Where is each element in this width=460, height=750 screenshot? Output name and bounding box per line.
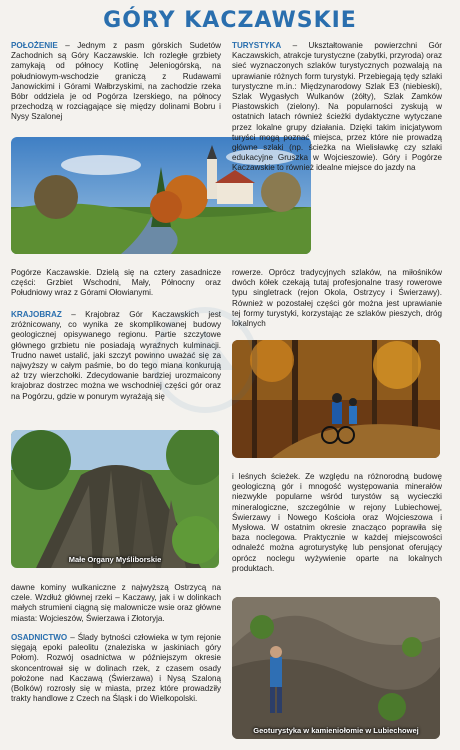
section-krajobraz-cont [11, 583, 221, 624]
turystyka-paragraph [232, 41, 442, 174]
section-polozenie [11, 41, 221, 123]
photo-quarry [232, 597, 440, 739]
watermark-logo [145, 300, 265, 420]
krajobraz-paragraph-2: dawne kominy wulkaniczne z najwyższą Ostrzycą na czele. Wzdłuż głównej rzeki – Kaczawy, jak i w dolinkach małych strumieni ciągną się malownicze wsie oraz główne miasta: Wojcieszów, Świerzawa i Złotoryja. [11, 583, 221, 623]
turystyka-heading: TURYSTYKA [232, 41, 282, 50]
photo-organy [11, 430, 219, 568]
osadnictwo-paragraph [11, 633, 221, 704]
krajobraz-heading: KRAJOBRAZ [11, 310, 62, 319]
polozenie-paragraph-2: Pogórze Kaczawskie. Dzielą się na cztery zasadnicze części: Grzbiet Wschodni, Mały, Północny oraz Południowy wraz z Górami Ołowianymi. [11, 268, 221, 298]
section-turystyka-cont2 [232, 472, 442, 574]
organy-illustration [11, 430, 219, 568]
section-osadnictwo [11, 633, 221, 704]
turystyka-text: – Ukształtowanie powierzchni Gór Kaczawskich, atrakcje turystyczne (zabytki, przyroda) oraz sieć wyznaczonych szlaków turystycznych pozwalają na uprawianie różnych form turystyki. Przebiegają tędy szlaki turystyczne m.in.: Międzynarodowy Szlak E3 (niebieski), Szlak Wygasłych Wulkanów (żółty), Szlak Zamków Piastowskich (zielony). Na popularności zyskują w ostatnich latach również ścieżki dydaktyczne wytyczane przez lokalne grupy działania. Dzięki takim inicjatywom turyści mogą poznać miejsca, przez które nie prowadzą główne szlaki (np. ścieżka na Wielisławkę czy szlaki edukacyjne Gruszka w Wojcieszowie). Góry i Pogórze Kaczawskie to również idealne miejsce do jazdy na [232, 41, 442, 173]
quarry-illustration [232, 597, 440, 739]
polozenie-heading: POŁOŻENIE [11, 41, 58, 50]
turystyka-paragraph-3: i leśnych ścieżek. Ze względu na różnorodną budowę geologiczną gór i mnogość występowania minerałów niezwykle popularne wśród turystów są wycieczki mineralogiczne, szczególnie w rejony Lubiechowej, Świerzawy i Nowego Kościoła oraz Wojcieszowa i Mysłowa. W ostatnim okresie znacząco poprawiła się baza noclegowa. Praktycznie w każdej miejscowości odnaleźć można agroturystykę lub pensjonat oferujący oprócz noclegu wyżywienie oparte na lokalnych produktach. [232, 472, 442, 573]
krajobraz-text: – Krajobraz Gór Kaczawskich jest zróżnicowany, co wynika ze skomplikowanej budowy geologicznej opisywanego regionu. Partie szczytowe głównego grzbietu nie posiadają wyraźnych kulminacji. Trudno nawet ustalić, jaki szczyt powinno uważać się za najwyższy w całym paśmie, bo do tego miana konkurują aż trzy wierzchołki. Zdecydowanie bardziej urozmaicony krajobraz dostrzec można we wschodniej części gór oraz na Pogórzu, gdzie w ponurym wyrażają się [11, 310, 221, 401]
page-title: GÓRY KACZAWSKIE [103, 8, 357, 33]
organy-caption: Małe Organy Myśliborskie [68, 555, 162, 564]
section-polozenie-cont [11, 268, 221, 299]
section-turystyka [232, 41, 442, 174]
osadnictwo-heading: OSADNICTWO [11, 633, 68, 642]
polozenie-text: – Jednym z pasm górskich Sudetów Zachodnich są Góry Kaczawskie. Ich rozległe grzbiety zamykają od północy Kotlinę Jeleniogórską, na południowym-wschodzie graniczą z Rudawami Janowickimi i Górami Wałbrzyskimi, na zachodzie rzeka Bóbr oddziela je od Pogórza Izerskiego, na północy przechodzą w rozciągające się między dolinami Bobru i Nysy Szalonej [11, 41, 221, 122]
polozenie-paragraph [11, 41, 221, 123]
osadnictwo-text: – Ślady bytności człowieka w tym rejonie sięgają epoki paleolitu (znaleziska w jaskiniach góry Połom). Rozwój osadnictwa w późniejszym okresie skoncentrował się w dolinach rzek, z czasem osady położone nad Kaczawą (Świerzawa) i Nysą Szaloną (Bolków) rozrosły się w miasta, przez które prowadziły trakty handlowe z Czech na Śląsk i do Wielkopolski. [11, 633, 221, 704]
turystyka-paragraph-2: rowerze. Oprócz tradycyjnych szlaków, na miłośników dwóch kółek czekają tutaj profesjonalne trasy rowerowe typu singletrack (rejon Okola, Ostrzycy i Świerzawy). Również w pozostałej części gór można jest uprawianie tej formy turystyki, korzystając ze szlaków pieszych, dróg lokalnych [232, 268, 442, 329]
quarry-caption: Geoturystyka w kamieniołomie w Lubiechowej [253, 726, 419, 735]
